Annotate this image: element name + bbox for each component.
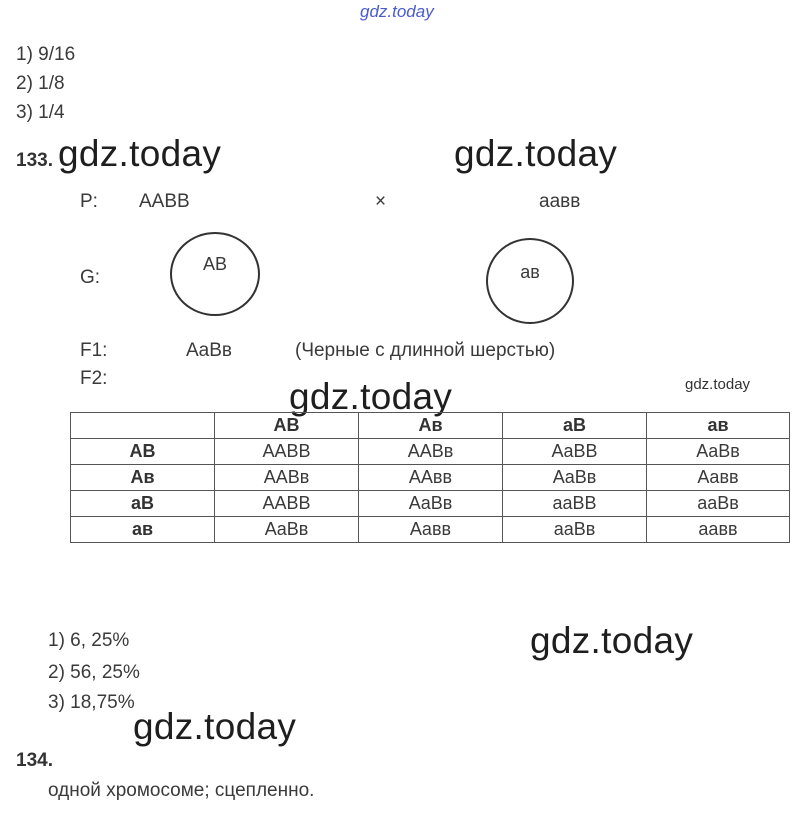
punnett-row [71,439,790,465]
punnett-cell: aaBB [503,491,647,517]
f1-label: F1: [80,340,108,361]
punnett-cell: AABB [215,491,359,517]
punnett-cell: Aaвв [647,465,790,491]
punnett-cell: AaBв [215,517,359,543]
prev-answer-3: 3) 1/4 [16,102,65,123]
task-134-text: одной хромосоме; сцепленно. [48,780,315,801]
answer-133-2: 2) 56, 25% [48,662,140,683]
punnett-cell: AaBв [503,465,647,491]
punnett-cell: AaBв [359,491,503,517]
punnett-cell: aaBв [647,491,790,517]
watermark-small: gdz.today [685,376,751,393]
gamete-circle-2 [486,238,574,324]
punnett-col-header: aв [647,413,790,439]
gamete-1: AB [202,254,227,274]
p-male-genotype: aавв [539,191,581,212]
gamete-2: aв [520,262,540,282]
punnett-cell: AABB [215,439,359,465]
f2-label: F2: [80,368,108,389]
punnett-cell: aaвв [647,517,790,543]
punnett-cell: AaBB [503,439,647,465]
g-label: G: [80,267,101,288]
prev-answer-2: 2) 1/8 [16,73,65,94]
punnett-row-header: aв [71,517,215,543]
punnett-row [71,491,790,517]
p-female-genotype: AABB [139,191,190,212]
punnett-col-header: Aв [359,413,503,439]
punnett-cell: AaBв [647,439,790,465]
task-133-number: 133. [16,150,53,171]
gamete-circle-1 [170,232,260,316]
punnett-square [70,412,790,543]
punnett-row-header: AB [71,439,215,465]
watermark-large-1: gdz.today [58,133,222,174]
p-label: P: [80,191,98,212]
answer-133-3: 3) 18,75% [48,692,135,713]
task-134-number: 134. [16,750,53,771]
punnett-cell: AABв [359,439,503,465]
watermark-top: gdz.today [360,2,434,21]
punnett-corner [71,413,215,439]
f1-phenotype: (Черные с длинной шерстью) [295,340,556,361]
punnett-col-header: AB [215,413,359,439]
punnett-cell: AABв [215,465,359,491]
watermark-large-3: gdz.today [289,376,453,417]
answer-133-1: 1) 6, 25% [48,630,130,651]
cross-symbol: × [375,191,387,212]
watermark-large-4: gdz.today [530,620,694,661]
punnett-row [71,465,790,491]
punnett-col-header: aB [503,413,647,439]
watermark-large-5: gdz.today [133,706,297,747]
punnett-cell: aaBв [503,517,647,543]
punnett-header-row [71,413,790,439]
punnett-row-header: Aв [71,465,215,491]
punnett-row [71,517,790,543]
punnett-cell: Aaвв [359,517,503,543]
punnett-row-header: aB [71,491,215,517]
watermark-large-2: gdz.today [454,133,618,174]
prev-answer-1: 1) 9/16 [16,44,76,65]
f1-genotype: AaBв [186,340,233,361]
punnett-cell: AAвв [359,465,503,491]
